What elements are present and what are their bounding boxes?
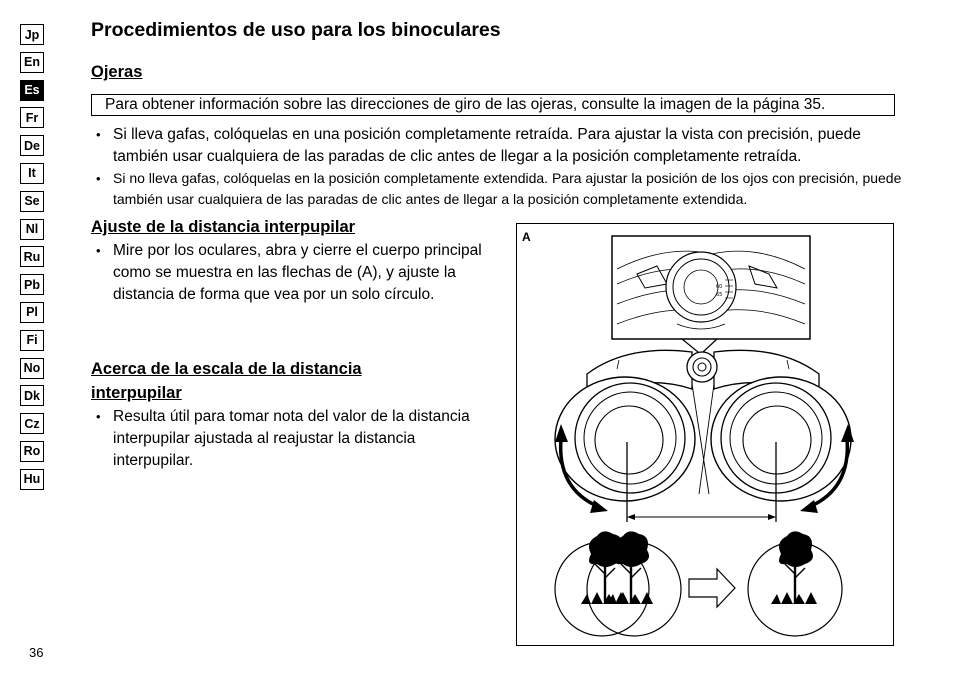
figure-a [516,223,894,646]
view-before [555,531,681,636]
language-tab-pb[interactable]: Pb [20,274,44,295]
binoculars [555,350,851,522]
scale-mark: 65 [716,292,723,298]
section-heading-ajuste: Ajuste de la distancia interpupilar [91,218,356,236]
list-item: • Si no lleva gafas, colóquelas en la posición completamente extendida. Para ajustar la posición de los ojos con precisión, puede también usar cualquiera de las paradas de clic antes de llegar a la posición completamente extendida. [91,168,911,210]
language-tab-hu[interactable]: Hu [20,469,44,490]
list-item: • Mire por los oculares, abra y cierre el cuerpo principal como se muestra en las flechas de (A), y ajuste la distancia de forma que vea por un solo círculo. [91,240,491,306]
language-tab-fr[interactable]: Fr [20,107,44,128]
page-title: Procedimientos de uso para los binoculares [91,19,501,41]
binoculars-illustration [517,224,893,645]
language-tab-it[interactable]: It [20,163,44,184]
language-tab-nl[interactable]: Nl [20,219,44,240]
language-tab-jp[interactable]: Jp [20,24,44,45]
ajuste-bullet-list [91,240,491,306]
language-tab-ru[interactable]: Ru [20,246,44,267]
arrow-right-icon [689,569,735,607]
figure-label: A [522,230,531,244]
ojeras-bullet-list [91,124,911,210]
hinge-inset [612,236,810,339]
language-tab-ro[interactable]: Ro [20,441,44,462]
section-heading-ojeras: Ojeras [91,63,143,81]
language-tab-en[interactable]: En [20,52,44,73]
language-tabs [20,24,44,497]
tree-icon [771,531,817,604]
list-item: • Si lleva gafas, colóquelas en una posición completamente retraída. Para ajustar la vista con precisión, puede también usar cualquiera de las paradas de clic antes de llegar a la posición completamente retraída. [91,124,911,168]
escala-bullet-list [91,406,471,472]
section-heading-escala: Acerca de la escala de la distancia interpupilar [91,360,362,402]
notice-box: Para obtener información sobre las direcciones de giro de las ojeras, consulte la imagen de la página 35. [91,94,895,116]
language-tab-no[interactable]: No [20,358,44,379]
view-after [748,531,842,636]
language-tab-fi[interactable]: Fi [20,330,44,351]
language-tab-es[interactable]: Es [20,80,44,101]
scale-mark: 60 [716,284,723,290]
language-tab-pl[interactable]: Pl [20,302,44,323]
list-item: • Resulta útil para tomar nota del valor de la distancia interpupilar ajustada al reajustar la distancia interpupilar. [91,406,471,472]
language-tab-de[interactable]: De [20,135,44,156]
language-tab-dk[interactable]: Dk [20,385,44,406]
page-number: 36 [29,645,44,660]
language-tab-cz[interactable]: Cz [20,413,44,434]
language-tab-se[interactable]: Se [20,191,44,212]
